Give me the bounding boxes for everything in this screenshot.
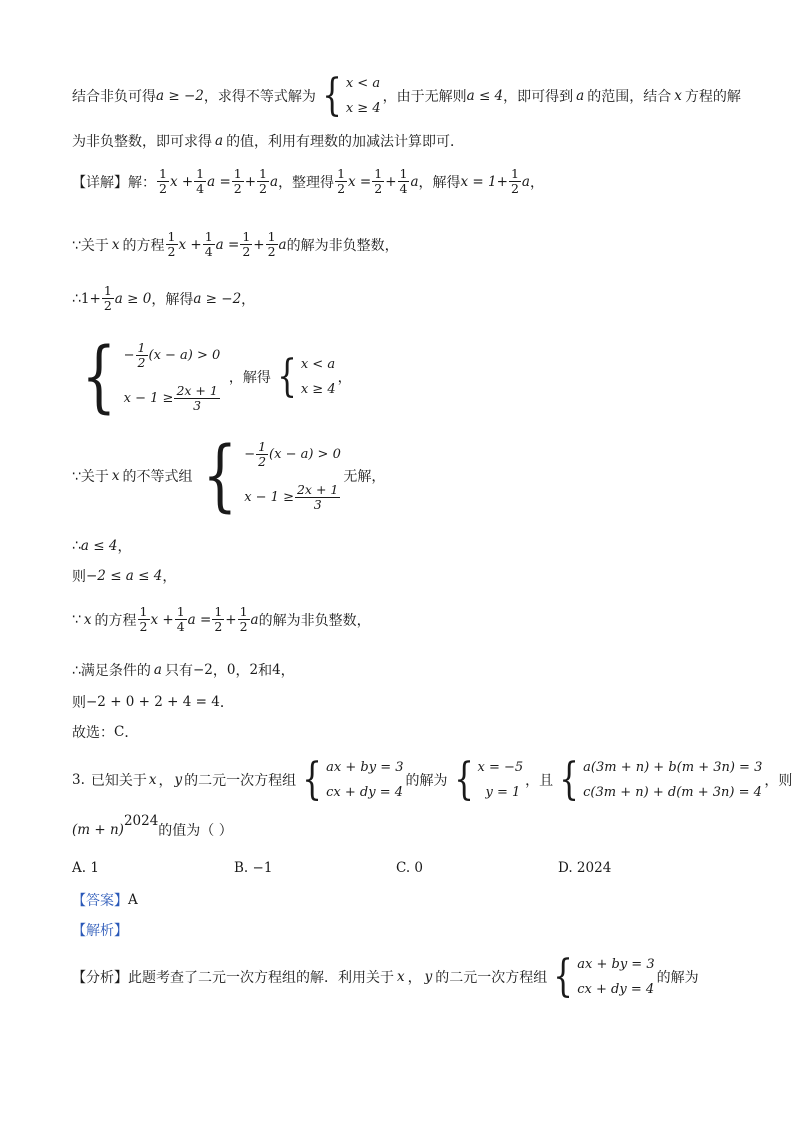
- brace-icon: {: [559, 754, 579, 805]
- text: ，解得: [228, 370, 271, 386]
- fraction: $\frac{1}{4}$: [196, 166, 205, 196]
- text: ，: [235, 663, 250, 679]
- text: ∵关于: [72, 469, 109, 485]
- math: x: [111, 468, 120, 484]
- text: ，则: [764, 773, 793, 789]
- math: a: [215, 133, 224, 149]
- sys-row: ax + by = 3: [577, 957, 655, 972]
- brace-icon: {: [277, 351, 297, 402]
- analysis-line: [72, 920, 128, 940]
- exponent: 2024: [123, 813, 159, 829]
- text: ，: [212, 663, 227, 679]
- math: C: [114, 724, 125, 740]
- text: ，: [241, 291, 256, 308]
- fraction: $\frac{1}{2}$: [214, 604, 223, 634]
- fraction: $\frac{1}{2}$: [242, 229, 251, 259]
- text: 已知关于: [90, 773, 147, 789]
- option-c[interactable]: C. 0: [396, 860, 424, 876]
- text: 故选：: [72, 725, 114, 741]
- fraction: $\frac{1}{4}$: [204, 229, 213, 259]
- sys-row: x ≥ 4: [345, 101, 381, 116]
- system: [74, 332, 221, 422]
- fraction: $\frac{1}{2}$: [139, 604, 148, 634]
- text: 的解为: [656, 970, 699, 986]
- text: 和: [258, 663, 273, 679]
- math: −2: [192, 662, 213, 678]
- text: ，: [117, 539, 132, 555]
- math: a ≥ −2: [193, 290, 242, 307]
- system: [450, 754, 524, 805]
- math: (m + n): [72, 822, 124, 838]
- sys-row: x = −5: [477, 760, 524, 775]
- sys-row: c(3m + n) + d(m + 3n) = 4: [583, 785, 762, 800]
- math: a: [153, 662, 162, 678]
- sys-row: cx + dy = 4: [326, 785, 404, 800]
- sys-row: cx + dy = 4: [577, 982, 655, 997]
- text: ．: [124, 725, 139, 741]
- sys-row: x − 1 ≥ $\frac{2x + 1}{3}$: [123, 383, 218, 413]
- math: a ≥ −2: [156, 88, 204, 104]
- sys-row: x − 1 ≥ $\frac{2x + 1}{3}$: [244, 482, 339, 512]
- math: x: [397, 969, 405, 985]
- line-11: [72, 660, 295, 680]
- math: x: [111, 236, 120, 253]
- text: 方程的解: [684, 89, 741, 105]
- sys-row: x < a: [300, 357, 336, 372]
- line-5: [72, 284, 255, 313]
- math: x +: [169, 173, 194, 190]
- math: x: [83, 611, 92, 628]
- text: ，: [162, 569, 177, 585]
- text: 的值为（ ）: [158, 823, 233, 839]
- line-4: [72, 230, 399, 259]
- text: 的二元一次方程组: [435, 970, 548, 986]
- last-line: [72, 951, 699, 1002]
- text: ∴满足条件的: [72, 663, 151, 679]
- fraction: $\frac{1}{2}$: [267, 229, 276, 259]
- text: ，解得: [418, 174, 461, 191]
- sys-row: a(3m + n) + b(m + 3n) = 3: [583, 760, 763, 775]
- text: 结合非负可得: [72, 89, 156, 105]
- math: a =: [215, 236, 240, 253]
- math: a: [521, 173, 530, 190]
- fraction: $\frac{1}{2}$: [510, 166, 519, 196]
- text: 解：: [128, 174, 156, 191]
- text: 的范围，结合: [587, 89, 672, 105]
- math: x: [674, 88, 682, 104]
- math: 1+: [80, 290, 101, 307]
- math: 4: [272, 662, 281, 678]
- sys-row: y = 1: [485, 785, 521, 800]
- text: 的二元一次方程组: [184, 773, 297, 789]
- fraction: $\frac{1}{2}$: [159, 166, 167, 196]
- option-a[interactable]: A. 1: [72, 860, 99, 876]
- text: ，: [407, 970, 422, 986]
- math: −2 ≤ a ≤ 4: [86, 568, 163, 584]
- text: 无解，: [343, 469, 386, 485]
- text: ，由于无解则: [382, 89, 467, 105]
- sys-row: − $\frac{1}{2}$ (x − a) > 0: [244, 439, 341, 469]
- math: a: [250, 611, 259, 628]
- math: +: [385, 173, 397, 190]
- text: 为非负整数，即可求得: [72, 134, 212, 150]
- math: y: [174, 772, 183, 788]
- answer-value: A: [128, 892, 138, 908]
- sys-row: x ≥ 4: [300, 382, 336, 397]
- line-2: [72, 131, 464, 151]
- system: [195, 431, 342, 521]
- brace-icon: {: [201, 431, 237, 521]
- text: ∴: [72, 290, 81, 307]
- math: y: [424, 969, 433, 985]
- text: 的解为非负整数，: [258, 612, 371, 629]
- text: ，解得: [151, 291, 194, 308]
- text: 此题考查了二元一次方程组的解．利用关于: [128, 970, 394, 986]
- text: 的解为非负整数，: [286, 237, 399, 254]
- text: 的方程: [94, 612, 137, 629]
- math: +: [253, 236, 265, 253]
- text: ，且: [525, 773, 554, 789]
- math: 0: [226, 662, 236, 678]
- text: 的方程: [122, 237, 165, 254]
- text: 则: [72, 569, 86, 585]
- text: 的解为: [405, 773, 448, 789]
- math: a =: [207, 173, 231, 190]
- question-3-cont: [72, 813, 233, 840]
- math: a: [278, 236, 287, 253]
- line-12: [72, 692, 234, 712]
- brace-icon: {: [322, 70, 342, 121]
- fraction: $\frac{1}{2}$: [167, 229, 176, 259]
- brace-icon: {: [553, 951, 574, 1002]
- text: ，: [337, 370, 352, 386]
- text: ，即可得到: [503, 89, 574, 105]
- sys-row: ax + by = 3: [326, 760, 404, 775]
- brace-icon: {: [81, 332, 117, 422]
- line-6: [72, 332, 352, 422]
- section-tag: 【详解】: [72, 174, 128, 191]
- text: ∵: [72, 611, 81, 628]
- text: 的值，利用有理数的加减法计算即可．: [226, 134, 465, 150]
- math: a: [576, 88, 585, 104]
- text: ∵关于: [72, 237, 109, 254]
- fraction: $\frac{1}{4}$: [399, 166, 408, 196]
- brace-icon: {: [302, 754, 322, 805]
- math: a ≤ 4: [466, 88, 504, 104]
- math: −2 + 0 + 2 + 4 = 4: [86, 694, 220, 710]
- system: [549, 951, 655, 1002]
- fraction: $\frac{1}{2}$: [233, 166, 242, 196]
- math: x: [148, 772, 157, 788]
- option-d[interactable]: D. 2024: [558, 860, 612, 876]
- text: ，: [529, 174, 544, 191]
- sys-row: x < a: [345, 76, 381, 91]
- text: ，整理得: [278, 174, 335, 191]
- math: a ≤ 4: [80, 538, 118, 554]
- section-tag: 【分析】: [72, 970, 128, 986]
- text: ，: [158, 773, 173, 789]
- answer-tag: 【答案】: [72, 893, 128, 909]
- fraction: $\frac{1}{2}$: [259, 166, 267, 196]
- math: a ≥ 0: [114, 290, 152, 307]
- line-8: [72, 536, 131, 556]
- line-13: [72, 722, 138, 742]
- line-1: [72, 70, 741, 121]
- fraction: $\frac{1}{2}$: [374, 166, 383, 196]
- system: [273, 351, 336, 402]
- answer-line: [72, 890, 138, 910]
- line-9: [72, 566, 176, 586]
- analysis-tag: 【解析】: [72, 923, 128, 939]
- line-7: [72, 431, 386, 521]
- fraction: $\frac{1}{4}$: [176, 604, 185, 634]
- system: [555, 754, 763, 805]
- question-number: 3.: [72, 772, 85, 788]
- math: x = 1+: [460, 173, 508, 190]
- math: x =: [348, 173, 372, 190]
- math: x +: [150, 611, 174, 628]
- option-b[interactable]: B. −1: [234, 860, 273, 876]
- text: ．: [219, 695, 234, 711]
- text: 则: [72, 695, 86, 711]
- text: ，: [280, 663, 295, 679]
- text: ∴: [72, 538, 81, 554]
- fraction: $\frac{1}{2}$: [337, 166, 346, 196]
- line-10: [72, 605, 371, 634]
- math: a: [410, 173, 419, 190]
- system: [298, 754, 404, 805]
- fraction: $\frac{1}{2}$: [103, 283, 112, 313]
- sys-row: − $\frac{1}{2}$ (x − a) > 0: [123, 340, 221, 370]
- math: +: [244, 173, 257, 190]
- math: 2: [249, 662, 259, 678]
- math: +: [225, 611, 237, 628]
- math: x +: [178, 236, 202, 253]
- math: a: [270, 173, 279, 190]
- text: 只有: [164, 663, 193, 679]
- system: [318, 70, 381, 121]
- text: ，求得不等式解为: [203, 89, 316, 105]
- brace-icon: {: [453, 754, 474, 805]
- fraction: $\frac{1}{2}$: [239, 604, 248, 634]
- line-3: [72, 167, 544, 196]
- text: 的不等式组: [122, 469, 193, 485]
- question-3: [72, 754, 793, 805]
- math: a =: [187, 611, 212, 628]
